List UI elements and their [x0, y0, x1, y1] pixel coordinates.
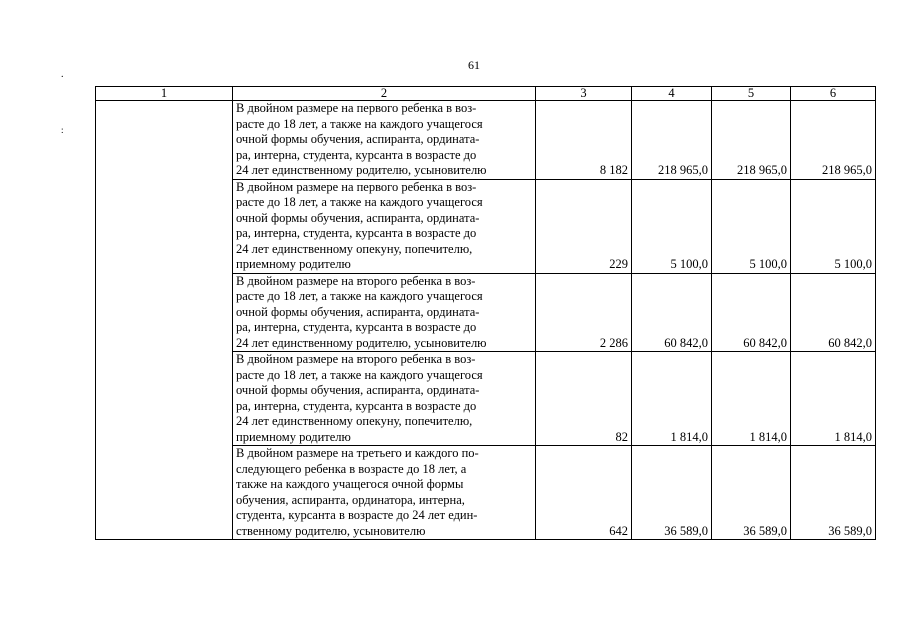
value-cell-col4: 218 965,0 [632, 101, 712, 180]
description-line: приемному родителю [236, 257, 351, 271]
table-body [96, 87, 876, 540]
value-cell-col3: 229 [536, 179, 632, 273]
value-cell-col5: 218 965,0 [712, 101, 791, 180]
description-line: ра, интерна, студента, курсанта в возрасте до [236, 226, 477, 240]
description-line: В двойном размере на третьего и каждого по- [236, 446, 479, 460]
stray-mark-dot: . [61, 69, 64, 80]
description-cell [233, 273, 536, 352]
value-cell-col5: 36 589,0 [712, 446, 791, 540]
description-cell [233, 179, 536, 273]
description-line: 24 лет единственному опекуну, попечителю, [236, 414, 473, 428]
value-cell-col4: 36 589,0 [632, 446, 712, 540]
description-line: В двойном размере на второго ребенка в воз- [236, 273, 476, 288]
description-line: очной формы обучения, аспиранта, ордината- [236, 210, 480, 225]
header-row [96, 87, 876, 101]
description-line: 24 лет единственному родителю, усыновителю [236, 335, 487, 350]
description-line: приемному родителю [236, 429, 351, 444]
value-cell-col3: 8 182 [536, 101, 632, 180]
description-line: расте до 18 лет, а также на каждого учащегося [236, 195, 483, 209]
value-cell-col4: 1 814,0 [632, 352, 712, 446]
description-line: ра, интерна, студента, курсанта в возрасте до [236, 398, 477, 413]
column-header: 1 [96, 87, 233, 101]
description-line: расте до 18 лет, а также на каждого учащегося [236, 116, 483, 131]
description-line: расте до 18 лет, а также на каждого учащегося [236, 289, 483, 303]
description-line: В двойном размере на второго ребенка в воз- [236, 352, 476, 366]
value-cell-col3: 82 [536, 352, 632, 446]
description-line: следующего ребенка в возрасте до 18 лет, а [236, 461, 467, 476]
value-cell-col3: 2 286 [536, 273, 632, 352]
value-cell-col6: 1 814,0 [791, 352, 876, 446]
description-line: ра, интерна, студента, курсанта в возрасте до [236, 147, 477, 162]
description-cell [233, 446, 536, 540]
description-cell [233, 101, 536, 180]
description-line: очной формы обучения, аспиранта, ордината- [236, 132, 480, 146]
column-header: 6 [791, 87, 876, 101]
description-line: расте до 18 лет, а также на каждого учащегося [236, 367, 483, 382]
description-line: ра, интерна, студента, курсанта в возрасте до [236, 320, 477, 334]
description-line: 24 лет единственному опекуну, попечителю, [236, 241, 473, 256]
value-cell-col4: 60 842,0 [632, 273, 712, 352]
table-row [96, 101, 876, 180]
column-header: 5 [712, 87, 791, 101]
value-cell-col6: 36 589,0 [791, 446, 876, 540]
description-line: ственному родителю, усыновителю [236, 523, 426, 538]
value-cell-col6: 5 100,0 [791, 179, 876, 273]
description-cell [233, 352, 536, 446]
value-cell-col6: 60 842,0 [791, 273, 876, 352]
stray-mark-colon: : [61, 125, 64, 135]
description-line: студента, курсанта в возрасте до 24 лет един- [236, 508, 478, 522]
description-line: обучения, аспиранта, ординатора, интерна, [236, 492, 465, 507]
value-cell-col3: 642 [536, 446, 632, 540]
column-header: 3 [536, 87, 632, 101]
description-line: В двойном размере на первого ребенка в воз- [236, 101, 477, 115]
description-line: очной формы обучения, аспиранта, ордината- [236, 383, 480, 397]
column-1-merged-cell [96, 101, 233, 540]
description-line: очной формы обучения, аспиранта, ордината- [236, 304, 480, 319]
benefits-table [95, 86, 876, 540]
page-number: 61 [468, 58, 480, 72]
value-cell-col5: 1 814,0 [712, 352, 791, 446]
description-line: В двойном размере на первого ребенка в воз- [236, 179, 477, 194]
value-cell-col4: 5 100,0 [632, 179, 712, 273]
description-line: 24 лет единственному родителю, усыновителю [236, 163, 487, 177]
value-cell-col5: 60 842,0 [712, 273, 791, 352]
value-cell-col5: 5 100,0 [712, 179, 791, 273]
value-cell-col6: 218 965,0 [791, 101, 876, 180]
description-line: также на каждого учащегося очной формы [236, 477, 464, 491]
column-header: 2 [233, 87, 536, 101]
column-header: 4 [632, 87, 712, 101]
